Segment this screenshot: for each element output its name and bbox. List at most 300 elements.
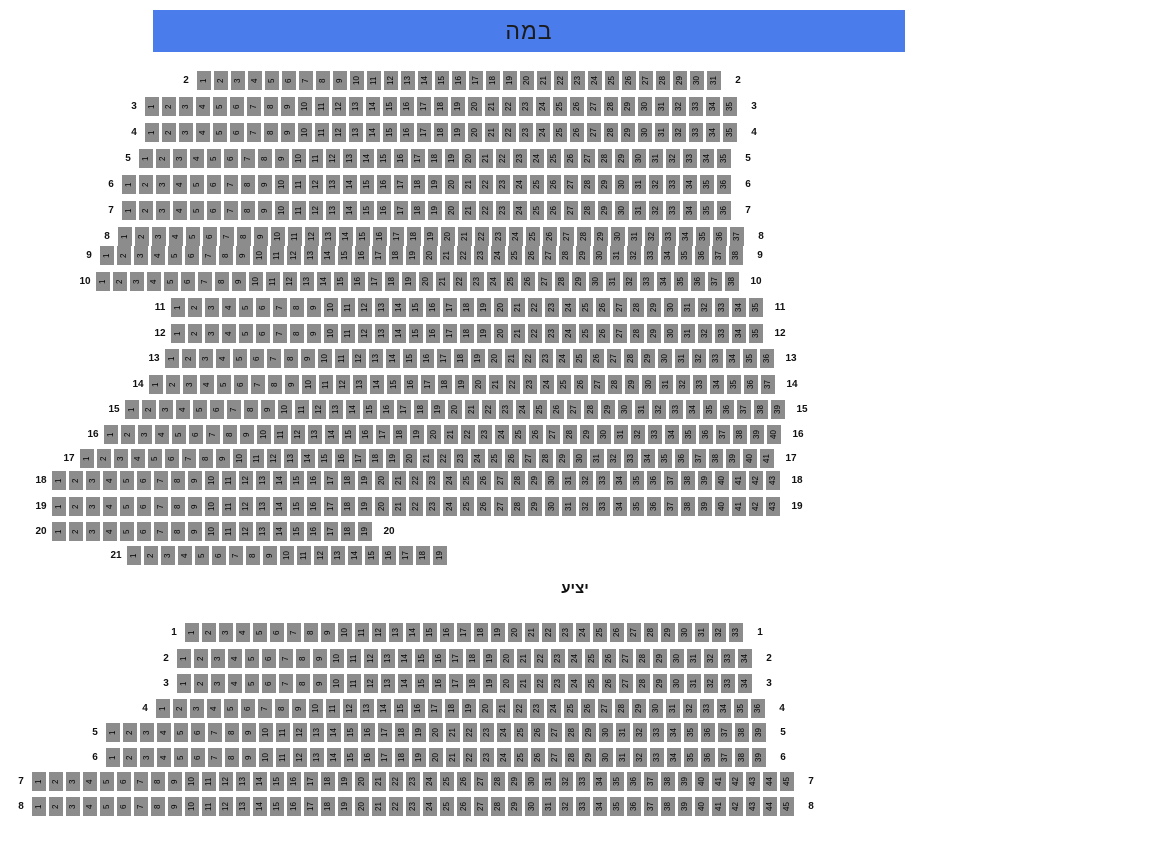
seat[interactable]: 26: [550, 400, 564, 419]
seat[interactable]: 3: [190, 699, 204, 718]
seat[interactable]: 7: [267, 349, 281, 368]
seat[interactable]: 30: [589, 272, 603, 291]
seat[interactable]: 19: [451, 97, 465, 116]
seat[interactable]: 19: [462, 699, 476, 718]
seat[interactable]: 15: [394, 699, 408, 718]
seat[interactable]: 12: [364, 649, 378, 668]
seat[interactable]: 22: [389, 797, 403, 816]
seat[interactable]: 37: [644, 772, 658, 791]
seat[interactable]: 8: [275, 699, 289, 718]
seat[interactable]: 9: [301, 349, 315, 368]
seat[interactable]: 31: [542, 772, 556, 791]
seat[interactable]: 27: [587, 123, 601, 142]
seat[interactable]: 12: [384, 71, 398, 90]
seat[interactable]: 1: [127, 546, 141, 565]
seat[interactable]: 13: [329, 400, 343, 419]
seat[interactable]: 8: [241, 175, 255, 194]
seat[interactable]: 35: [684, 748, 698, 767]
seat[interactable]: 11: [266, 272, 280, 291]
seat[interactable]: 35: [682, 425, 696, 444]
seat[interactable]: 11: [295, 400, 309, 419]
seat[interactable]: 22: [522, 349, 536, 368]
seat[interactable]: 3: [134, 246, 148, 265]
seat[interactable]: 39: [698, 471, 712, 490]
seat[interactable]: 15: [415, 649, 429, 668]
seat[interactable]: 13: [381, 649, 395, 668]
seat[interactable]: 37: [718, 723, 732, 742]
seat[interactable]: 18: [411, 175, 425, 194]
seat[interactable]: 29: [556, 449, 570, 468]
seat[interactable]: 36: [691, 272, 705, 291]
seat[interactable]: 14: [398, 674, 412, 693]
seat[interactable]: 9: [240, 425, 254, 444]
seat[interactable]: 9: [261, 400, 275, 419]
seat[interactable]: 18: [341, 471, 355, 490]
seat[interactable]: 12: [219, 772, 233, 791]
seat[interactable]: 15: [409, 298, 423, 317]
seat[interactable]: 13: [375, 298, 389, 317]
seat[interactable]: 37: [712, 246, 726, 265]
seat[interactable]: 38: [661, 772, 675, 791]
seat[interactable]: 6: [230, 123, 244, 142]
seat[interactable]: 15: [409, 324, 423, 343]
seat[interactable]: 22: [534, 649, 548, 668]
seat[interactable]: 33: [648, 425, 662, 444]
seat[interactable]: 43: [766, 471, 780, 490]
seat[interactable]: 3: [86, 471, 100, 490]
seat[interactable]: 15: [342, 425, 356, 444]
seat[interactable]: 16: [426, 324, 440, 343]
seat[interactable]: 12: [336, 375, 350, 394]
seat[interactable]: 32: [649, 175, 663, 194]
seat[interactable]: 6: [191, 723, 205, 742]
seat[interactable]: 11: [297, 546, 311, 565]
seat[interactable]: 33: [644, 246, 658, 265]
seat[interactable]: 20: [423, 246, 437, 265]
seat[interactable]: 22: [502, 97, 516, 116]
seat[interactable]: 34: [686, 400, 700, 419]
seat[interactable]: 44: [763, 772, 777, 791]
seat[interactable]: 10: [185, 797, 199, 816]
seat[interactable]: 8: [171, 471, 185, 490]
seat[interactable]: 24: [536, 97, 550, 116]
seat[interactable]: 18: [411, 201, 425, 220]
seat[interactable]: 14: [418, 71, 432, 90]
seat[interactable]: 25: [508, 246, 522, 265]
seat[interactable]: 36: [627, 772, 641, 791]
seat[interactable]: 13: [369, 349, 383, 368]
seat[interactable]: 12: [358, 298, 372, 317]
seat[interactable]: 29: [528, 497, 542, 516]
seat[interactable]: 6: [189, 425, 203, 444]
seat[interactable]: 3: [231, 71, 245, 90]
seat[interactable]: 32: [698, 298, 712, 317]
seat[interactable]: 17: [457, 623, 471, 642]
seat[interactable]: 13: [236, 797, 250, 816]
seat[interactable]: 45: [780, 797, 794, 816]
seat[interactable]: 8: [223, 425, 237, 444]
seat[interactable]: 7: [134, 797, 148, 816]
seat[interactable]: 37: [664, 471, 678, 490]
seat[interactable]: 1: [197, 71, 211, 90]
seat[interactable]: 14: [301, 449, 315, 468]
seat[interactable]: 26: [570, 97, 584, 116]
seat[interactable]: 31: [681, 298, 695, 317]
seat[interactable]: 18: [445, 699, 459, 718]
seat[interactable]: 34: [613, 471, 627, 490]
seat[interactable]: 28: [491, 797, 505, 816]
seat[interactable]: 19: [471, 349, 485, 368]
seat[interactable]: 7: [247, 97, 261, 116]
seat[interactable]: 12: [364, 674, 378, 693]
seat[interactable]: 11: [319, 375, 333, 394]
seat[interactable]: 5: [174, 748, 188, 767]
seat[interactable]: 34: [593, 772, 607, 791]
seat[interactable]: 20: [494, 324, 508, 343]
seat[interactable]: 10: [338, 623, 352, 642]
seat[interactable]: 2: [139, 201, 153, 220]
seat[interactable]: 4: [222, 298, 236, 317]
seat[interactable]: 17: [324, 497, 338, 516]
seat[interactable]: 35: [630, 497, 644, 516]
seat[interactable]: 4: [103, 471, 117, 490]
seat[interactable]: 1: [185, 623, 199, 642]
seat[interactable]: 8: [244, 400, 258, 419]
seat[interactable]: 6: [191, 748, 205, 767]
seat[interactable]: 7: [273, 298, 287, 317]
seat[interactable]: 5: [120, 497, 134, 516]
seat[interactable]: 23: [478, 425, 492, 444]
seat[interactable]: 32: [579, 497, 593, 516]
seat[interactable]: 8: [296, 674, 310, 693]
seat[interactable]: 7: [134, 772, 148, 791]
seat[interactable]: 25: [557, 375, 571, 394]
seat[interactable]: 30: [599, 748, 613, 767]
seat[interactable]: 16: [287, 797, 301, 816]
seat[interactable]: 28: [577, 227, 591, 246]
seat[interactable]: 31: [542, 797, 556, 816]
seat[interactable]: 29: [647, 298, 661, 317]
seat[interactable]: 23: [426, 497, 440, 516]
seat[interactable]: 26: [622, 71, 636, 90]
seat[interactable]: 4: [103, 497, 117, 516]
seat[interactable]: 19: [338, 797, 352, 816]
seat[interactable]: 6: [224, 149, 238, 168]
seat[interactable]: 11: [326, 699, 340, 718]
seat[interactable]: 2: [121, 425, 135, 444]
seat[interactable]: 33: [640, 272, 654, 291]
seat[interactable]: 14: [392, 324, 406, 343]
seat[interactable]: 35: [700, 201, 714, 220]
seat[interactable]: 36: [647, 497, 661, 516]
seat[interactable]: 7: [202, 246, 216, 265]
seat[interactable]: 12: [305, 227, 319, 246]
seat[interactable]: 24: [513, 201, 527, 220]
seat[interactable]: 25: [564, 699, 578, 718]
seat[interactable]: 9: [321, 623, 335, 642]
seat[interactable]: 12: [293, 723, 307, 742]
seat[interactable]: 27: [564, 201, 578, 220]
seat[interactable]: 34: [657, 272, 671, 291]
seat[interactable]: 22: [496, 149, 510, 168]
seat[interactable]: 27: [538, 272, 552, 291]
seat[interactable]: 33: [624, 449, 638, 468]
seat[interactable]: 19: [477, 298, 491, 317]
seat[interactable]: 18: [395, 748, 409, 767]
seat[interactable]: 8: [237, 227, 251, 246]
seat[interactable]: 15: [344, 723, 358, 742]
seat[interactable]: 23: [406, 772, 420, 791]
seat[interactable]: 33: [721, 649, 735, 668]
seat[interactable]: 29: [598, 201, 612, 220]
seat[interactable]: 4: [196, 123, 210, 142]
seat[interactable]: 6: [117, 772, 131, 791]
seat[interactable]: 39: [698, 497, 712, 516]
seat[interactable]: 27: [591, 375, 605, 394]
seat[interactable]: 31: [632, 175, 646, 194]
seat[interactable]: 11: [274, 425, 288, 444]
seat[interactable]: 32: [676, 375, 690, 394]
seat[interactable]: 19: [338, 772, 352, 791]
seat[interactable]: 29: [653, 649, 667, 668]
seat[interactable]: 35: [674, 272, 688, 291]
seat[interactable]: 2: [142, 400, 156, 419]
seat[interactable]: 9: [258, 201, 272, 220]
seat[interactable]: 18: [434, 123, 448, 142]
seat[interactable]: 39: [752, 748, 766, 767]
seat[interactable]: 33: [662, 227, 676, 246]
seat[interactable]: 3: [211, 674, 225, 693]
seat[interactable]: 9: [307, 324, 321, 343]
seat[interactable]: 14: [253, 772, 267, 791]
seat[interactable]: 5: [120, 471, 134, 490]
seat[interactable]: 29: [528, 471, 542, 490]
seat[interactable]: 40: [695, 797, 709, 816]
seat[interactable]: 22: [542, 623, 556, 642]
seat[interactable]: 30: [599, 723, 613, 742]
seat[interactable]: 10: [292, 149, 306, 168]
seat[interactable]: 26: [610, 623, 624, 642]
seat[interactable]: 24: [423, 772, 437, 791]
seat[interactable]: 11: [355, 623, 369, 642]
seat[interactable]: 9: [168, 772, 182, 791]
seat[interactable]: 3: [205, 298, 219, 317]
seat[interactable]: 12: [283, 272, 297, 291]
seat[interactable]: 1: [104, 425, 118, 444]
seat[interactable]: 10: [271, 227, 285, 246]
seat[interactable]: 24: [423, 797, 437, 816]
seat[interactable]: 24: [547, 699, 561, 718]
seat[interactable]: 9: [313, 649, 327, 668]
seat[interactable]: 5: [245, 674, 259, 693]
seat[interactable]: 15: [360, 201, 374, 220]
seat[interactable]: 4: [248, 71, 262, 90]
seat[interactable]: 8: [219, 246, 233, 265]
seat[interactable]: 25: [530, 201, 544, 220]
seat[interactable]: 35: [723, 97, 737, 116]
seat[interactable]: 42: [729, 797, 743, 816]
seat[interactable]: 7: [227, 400, 241, 419]
seat[interactable]: 21: [458, 227, 472, 246]
seat[interactable]: 16: [335, 449, 349, 468]
seat[interactable]: 18: [341, 522, 355, 541]
seat[interactable]: 6: [117, 797, 131, 816]
seat[interactable]: 39: [726, 449, 740, 468]
seat[interactable]: 1: [145, 123, 159, 142]
seat[interactable]: 19: [412, 748, 426, 767]
seat[interactable]: 12: [239, 471, 253, 490]
seat[interactable]: 3: [156, 175, 170, 194]
seat[interactable]: 7: [208, 723, 222, 742]
seat[interactable]: 28: [581, 175, 595, 194]
seat[interactable]: 3: [161, 546, 175, 565]
seat[interactable]: 29: [641, 349, 655, 368]
seat[interactable]: 33: [666, 175, 680, 194]
seat[interactable]: 33: [729, 623, 743, 642]
seat[interactable]: 25: [526, 227, 540, 246]
seat[interactable]: 22: [389, 772, 403, 791]
seat[interactable]: 3: [183, 375, 197, 394]
seat[interactable]: 6: [282, 71, 296, 90]
seat[interactable]: 24: [562, 298, 576, 317]
seat[interactable]: 19: [503, 71, 517, 90]
seat[interactable]: 31: [649, 149, 663, 168]
seat[interactable]: 5: [195, 546, 209, 565]
seat[interactable]: 1: [52, 497, 66, 516]
seat[interactable]: 32: [672, 123, 686, 142]
seat[interactable]: 13: [389, 623, 403, 642]
seat[interactable]: 17: [469, 71, 483, 90]
seat[interactable]: 24: [497, 748, 511, 767]
seat[interactable]: 5: [164, 272, 178, 291]
seat[interactable]: 13: [401, 71, 415, 90]
seat[interactable]: 23: [496, 201, 510, 220]
seat[interactable]: 45: [780, 772, 794, 791]
seat[interactable]: 26: [477, 471, 491, 490]
seat[interactable]: 33: [715, 324, 729, 343]
seat[interactable]: 16: [307, 522, 321, 541]
seat[interactable]: 34: [706, 97, 720, 116]
seat[interactable]: 26: [521, 272, 535, 291]
seat[interactable]: 19: [410, 425, 424, 444]
seat[interactable]: 27: [474, 772, 488, 791]
seat[interactable]: 23: [559, 623, 573, 642]
seat[interactable]: 25: [585, 674, 599, 693]
seat[interactable]: 30: [658, 349, 672, 368]
seat[interactable]: 3: [156, 201, 170, 220]
seat[interactable]: 4: [131, 449, 145, 468]
seat[interactable]: 18: [460, 298, 474, 317]
seat[interactable]: 1: [171, 324, 185, 343]
seat[interactable]: 10: [318, 349, 332, 368]
seat[interactable]: 21: [436, 272, 450, 291]
seat[interactable]: 14: [406, 623, 420, 642]
seat[interactable]: 34: [683, 175, 697, 194]
seat[interactable]: 24: [471, 449, 485, 468]
seat[interactable]: 24: [516, 400, 530, 419]
seat[interactable]: 25: [460, 497, 474, 516]
seat[interactable]: 8: [199, 449, 213, 468]
seat[interactable]: 1: [106, 723, 120, 742]
seat[interactable]: 23: [492, 227, 506, 246]
seat[interactable]: 6: [203, 227, 217, 246]
seat[interactable]: 12: [372, 623, 386, 642]
seat[interactable]: 27: [619, 674, 633, 693]
seat[interactable]: 32: [704, 649, 718, 668]
seat[interactable]: 28: [644, 623, 658, 642]
seat[interactable]: 24: [556, 349, 570, 368]
seat[interactable]: 4: [222, 324, 236, 343]
seat[interactable]: 6: [250, 349, 264, 368]
seat[interactable]: 27: [494, 497, 508, 516]
seat[interactable]: 19: [358, 497, 372, 516]
seat[interactable]: 12: [219, 797, 233, 816]
seat[interactable]: 12: [326, 149, 340, 168]
seat[interactable]: 18: [393, 425, 407, 444]
seat[interactable]: 13: [322, 227, 336, 246]
seat[interactable]: 20: [441, 227, 455, 246]
seat[interactable]: 10: [350, 71, 364, 90]
seat[interactable]: 6: [241, 699, 255, 718]
seat[interactable]: 26: [529, 425, 543, 444]
seat[interactable]: 3: [66, 797, 80, 816]
seat[interactable]: 18: [385, 272, 399, 291]
seat[interactable]: 3: [140, 723, 154, 742]
seat[interactable]: 5: [174, 723, 188, 742]
seat[interactable]: 31: [687, 649, 701, 668]
seat[interactable]: 8: [304, 623, 318, 642]
seat[interactable]: 18: [466, 649, 480, 668]
seat[interactable]: 5: [253, 623, 267, 642]
seat[interactable]: 29: [580, 425, 594, 444]
seat[interactable]: 33: [669, 400, 683, 419]
seat[interactable]: 9: [258, 175, 272, 194]
seat[interactable]: 36: [647, 471, 661, 490]
seat[interactable]: 13: [375, 324, 389, 343]
seat[interactable]: 5: [213, 97, 227, 116]
seat[interactable]: 4: [151, 246, 165, 265]
seat[interactable]: 26: [574, 375, 588, 394]
seat[interactable]: 24: [588, 71, 602, 90]
seat[interactable]: 7: [224, 201, 238, 220]
seat[interactable]: 14: [317, 272, 331, 291]
seat[interactable]: 21: [392, 471, 406, 490]
seat[interactable]: 1: [80, 449, 94, 468]
seat[interactable]: 8: [316, 71, 330, 90]
seat[interactable]: 15: [270, 772, 284, 791]
seat[interactable]: 8: [225, 723, 239, 742]
seat[interactable]: 22: [482, 400, 496, 419]
seat[interactable]: 17: [411, 149, 425, 168]
seat[interactable]: 21: [440, 246, 454, 265]
seat[interactable]: 28: [559, 246, 573, 265]
seat[interactable]: 22: [528, 324, 542, 343]
seat[interactable]: 12: [309, 175, 323, 194]
seat[interactable]: 16: [440, 623, 454, 642]
seat[interactable]: 5: [100, 797, 114, 816]
seat[interactable]: 33: [715, 298, 729, 317]
seat[interactable]: 3: [130, 272, 144, 291]
seat[interactable]: 32: [633, 723, 647, 742]
seat[interactable]: 23: [499, 400, 513, 419]
seat[interactable]: 30: [649, 699, 663, 718]
seat[interactable]: 20: [445, 175, 459, 194]
seat[interactable]: 26: [457, 772, 471, 791]
seat[interactable]: 22: [502, 123, 516, 142]
seat[interactable]: 4: [200, 375, 214, 394]
seat[interactable]: 14: [325, 425, 339, 444]
seat[interactable]: 1: [177, 649, 191, 668]
